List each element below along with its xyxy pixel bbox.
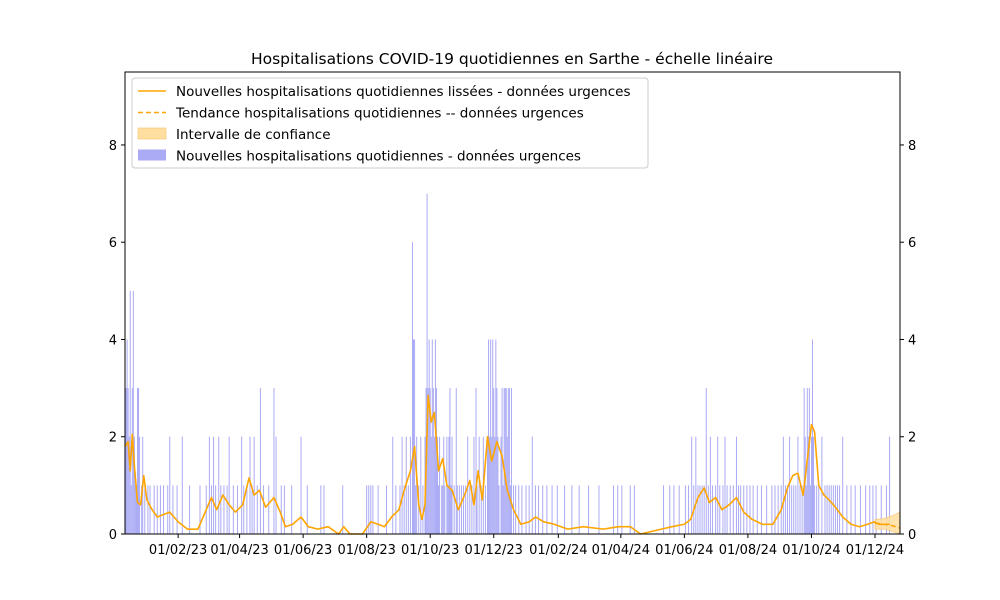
- daily-bar: [436, 388, 437, 534]
- daily-bar: [825, 485, 826, 534]
- daily-bar: [835, 485, 836, 534]
- daily-bar: [413, 339, 414, 534]
- daily-bar: [431, 437, 432, 534]
- daily-bar: [392, 437, 393, 534]
- daily-bar: [804, 388, 805, 534]
- daily-bar: [634, 485, 635, 534]
- daily-bar: [131, 485, 132, 534]
- daily-bar: [243, 485, 244, 534]
- daily-bar: [851, 485, 852, 534]
- daily-bar: [800, 485, 801, 534]
- daily-bar: [447, 485, 448, 534]
- y-tick-label-right: 6: [908, 236, 917, 252]
- daily-bar: [869, 485, 870, 534]
- daily-bar: [783, 437, 784, 534]
- daily-bar: [552, 485, 553, 534]
- daily-bar: [273, 388, 274, 534]
- daily-bar: [444, 485, 445, 534]
- daily-bar: [697, 485, 698, 534]
- daily-bar: [126, 388, 127, 534]
- daily-bar: [177, 485, 178, 534]
- daily-bar: [771, 485, 772, 534]
- daily-bar: [138, 388, 139, 534]
- daily-bar: [679, 485, 680, 534]
- daily-bar: [452, 437, 453, 534]
- daily-bar: [727, 485, 728, 534]
- daily-bar: [495, 339, 496, 534]
- daily-bar: [793, 485, 794, 534]
- daily-bar: [706, 388, 707, 534]
- daily-bar: [223, 485, 224, 534]
- daily-bar: [791, 485, 792, 534]
- daily-bar: [454, 485, 455, 534]
- x-tick-label: 01/04/24: [591, 543, 651, 558]
- daily-bar: [163, 485, 164, 534]
- daily-bar: [715, 485, 716, 534]
- x-tick-label: 01/12/24: [845, 543, 905, 558]
- daily-bar: [818, 485, 819, 534]
- daily-bar: [515, 485, 516, 534]
- daily-bar: [564, 485, 565, 534]
- daily-bar: [160, 485, 161, 534]
- daily-bar: [598, 485, 599, 534]
- daily-bar: [846, 485, 847, 534]
- y-tick-label-right: 0: [908, 528, 917, 543]
- daily-bar: [855, 485, 856, 534]
- daily-bar: [809, 388, 810, 534]
- x-tick-label: 01/02/23: [148, 543, 208, 558]
- daily-bar: [260, 388, 261, 534]
- daily-bar: [704, 485, 705, 534]
- daily-bar: [169, 437, 170, 534]
- daily-bar: [491, 437, 492, 534]
- daily-bar: [246, 485, 247, 534]
- daily-bar: [154, 485, 155, 534]
- daily-bar: [521, 485, 522, 534]
- x-tick-label: 01/04/23: [210, 543, 269, 558]
- daily-bar: [414, 339, 415, 534]
- daily-bar: [725, 437, 726, 534]
- daily-bar: [402, 437, 403, 534]
- daily-bar: [276, 437, 277, 534]
- daily-bar: [695, 437, 696, 534]
- daily-bar: [291, 485, 292, 534]
- daily-bar: [797, 437, 798, 534]
- daily-bar: [508, 388, 509, 534]
- daily-bar: [503, 485, 504, 534]
- daily-bar: [263, 485, 264, 534]
- daily-bar: [252, 485, 253, 534]
- daily-bar: [485, 485, 486, 534]
- daily-bar: [816, 485, 817, 534]
- daily-bar: [710, 437, 711, 534]
- daily-bar: [448, 437, 449, 534]
- daily-bar: [209, 437, 210, 534]
- daily-bar: [492, 339, 493, 534]
- daily-bar: [189, 485, 190, 534]
- daily-bar: [250, 437, 251, 534]
- y-tick-label-right: 2: [908, 430, 917, 446]
- daily-bar: [477, 485, 478, 534]
- daily-bar: [542, 485, 543, 534]
- daily-bar: [497, 437, 498, 534]
- daily-bar: [775, 485, 776, 534]
- daily-bar: [685, 485, 686, 534]
- daily-bar: [135, 485, 136, 534]
- daily-bar: [218, 437, 219, 534]
- daily-bar: [463, 485, 464, 534]
- daily-bar: [708, 485, 709, 534]
- x-tick-label: 01/10/24: [782, 543, 841, 558]
- daily-bar: [456, 388, 457, 534]
- daily-bar: [730, 485, 731, 534]
- daily-bar: [663, 485, 664, 534]
- daily-bar: [538, 485, 539, 534]
- daily-bar: [132, 388, 133, 534]
- daily-bar: [451, 485, 452, 534]
- daily-bar: [469, 485, 470, 534]
- daily-bar: [182, 437, 183, 534]
- daily-bar: [496, 388, 497, 534]
- legend-label: Nouvelles hospitalisations quotidiennes - données urgences: [176, 148, 581, 165]
- daily-bar: [127, 339, 128, 534]
- daily-bar: [821, 437, 822, 534]
- y-tick-label-right: 8: [908, 138, 917, 154]
- daily-bar: [529, 485, 530, 534]
- daily-bar: [227, 485, 228, 534]
- daily-bar: [746, 485, 747, 534]
- daily-bar: [812, 339, 813, 534]
- legend-swatch-confidence: [138, 128, 166, 139]
- daily-bar: [370, 485, 371, 534]
- daily-bar: [535, 485, 536, 534]
- daily-bar: [831, 485, 832, 534]
- daily-bar: [811, 437, 812, 534]
- daily-bar: [372, 485, 373, 534]
- x-tick-label: 01/06/24: [655, 543, 714, 558]
- daily-bar: [433, 388, 434, 534]
- daily-bar: [509, 388, 510, 534]
- daily-bar: [827, 485, 828, 534]
- daily-bar: [128, 388, 129, 534]
- daily-bar: [511, 388, 512, 534]
- daily-bar: [750, 485, 751, 534]
- daily-bar: [546, 485, 547, 534]
- daily-bar: [443, 437, 444, 534]
- legend: [132, 78, 648, 168]
- chart-title: Hospitalisations COVID-19 quotidiennes en Sarthe - échelle linéaire: [250, 50, 774, 68]
- daily-bar: [281, 485, 282, 534]
- daily-bar: [147, 485, 148, 534]
- daily-bar: [157, 485, 158, 534]
- daily-bar: [839, 485, 840, 534]
- y-tick-label-left: 0: [108, 528, 117, 543]
- daily-bar: [712, 485, 713, 534]
- daily-bar: [795, 485, 796, 534]
- y-tick-label-left: 4: [108, 333, 117, 349]
- daily-bar: [842, 437, 843, 534]
- daily-bar: [557, 485, 558, 534]
- daily-bar: [172, 485, 173, 534]
- daily-bar: [761, 485, 762, 534]
- daily-bar: [432, 339, 433, 534]
- y-tick-label-right: 4: [908, 333, 917, 349]
- x-tick-label: 01/08/24: [718, 543, 778, 558]
- daily-bar: [571, 485, 572, 534]
- daily-bar: [872, 485, 873, 534]
- daily-bar: [738, 485, 739, 534]
- daily-bar: [439, 437, 440, 534]
- daily-bar: [410, 437, 411, 534]
- daily-bar: [736, 437, 737, 534]
- legend-swatch-bars: [138, 150, 166, 161]
- daily-bar: [378, 485, 379, 534]
- daily-bar: [829, 485, 830, 534]
- x-tick-label: 01/10/23: [401, 543, 460, 558]
- daily-bar: [810, 485, 811, 534]
- legend-label: Nouvelles hospitalisations quotidiennes lissées - données urgences: [176, 84, 631, 100]
- daily-bar: [688, 485, 689, 534]
- daily-bar: [434, 437, 435, 534]
- daily-bar: [450, 388, 451, 534]
- daily-bar: [806, 485, 807, 534]
- daily-bar: [757, 485, 758, 534]
- daily-bar: [415, 485, 416, 534]
- daily-bar: [268, 485, 269, 534]
- daily-bar: [493, 388, 494, 534]
- daily-bar: [137, 388, 138, 534]
- daily-bar: [150, 485, 151, 534]
- daily-bar: [408, 485, 409, 534]
- daily-bar: [386, 485, 387, 534]
- daily-bar: [506, 388, 507, 534]
- daily-bar: [301, 437, 302, 534]
- daily-bar: [395, 485, 396, 534]
- daily-bar: [441, 485, 442, 534]
- daily-bar: [504, 388, 505, 534]
- daily-bar: [211, 485, 212, 534]
- y-tick-label-left: 6: [108, 236, 117, 252]
- daily-bar: [476, 388, 477, 534]
- daily-bar: [753, 485, 754, 534]
- daily-bar: [505, 388, 506, 534]
- x-tick-label: 01/12/23: [464, 543, 523, 558]
- daily-bar: [220, 485, 221, 534]
- daily-bar: [320, 485, 321, 534]
- daily-bar: [323, 485, 324, 534]
- daily-bar: [719, 485, 720, 534]
- daily-bar: [733, 485, 734, 534]
- daily-bar: [130, 291, 131, 534]
- daily-bar: [133, 291, 134, 534]
- daily-bar: [813, 437, 814, 534]
- daily-bar: [487, 437, 488, 534]
- daily-bar: [510, 485, 511, 534]
- daily-bar: [254, 437, 255, 534]
- daily-bar: [438, 485, 439, 534]
- daily-bar: [427, 194, 428, 534]
- x-tick-label: 01/02/24: [529, 543, 588, 558]
- daily-bar: [442, 485, 443, 534]
- daily-bar: [787, 485, 788, 534]
- daily-bar: [814, 485, 815, 534]
- daily-bar: [429, 339, 430, 534]
- x-tick-label: 01/08/23: [337, 543, 396, 558]
- daily-bar: [213, 437, 214, 534]
- daily-bar: [833, 485, 834, 534]
- daily-bar: [461, 485, 462, 534]
- daily-bar: [740, 485, 741, 534]
- x-tick-label: 01/06/23: [273, 543, 333, 558]
- y-tick-label-left: 2: [108, 430, 117, 446]
- daily-bar: [498, 485, 499, 534]
- legend-label: Tendance hospitalisations quotidiennes -- données urgences: [176, 105, 584, 122]
- legend-label: Intervalle de confiance: [176, 127, 331, 143]
- daily-bar: [473, 437, 474, 534]
- daily-bar: [139, 437, 140, 534]
- daily-bar: [518, 485, 519, 534]
- daily-bar: [865, 485, 866, 534]
- daily-bar: [778, 485, 779, 534]
- daily-bar: [241, 437, 242, 534]
- daily-bar: [526, 485, 527, 534]
- daily-bar: [412, 242, 413, 534]
- daily-bar: [490, 339, 491, 534]
- daily-bar: [167, 485, 168, 534]
- daily-bar: [717, 437, 718, 534]
- y-tick-label-left: 8: [108, 138, 117, 154]
- daily-bar: [766, 485, 767, 534]
- daily-bar: [229, 437, 230, 534]
